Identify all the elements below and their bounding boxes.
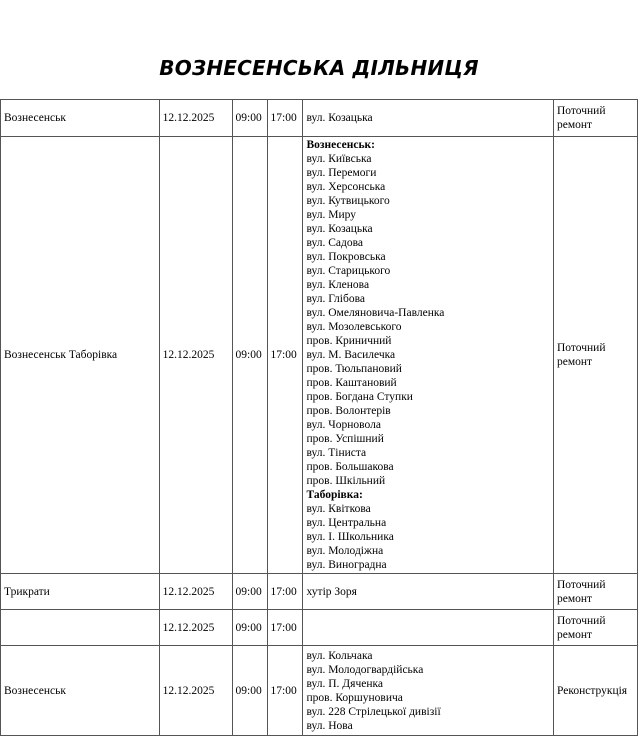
address-item: вул. Садова xyxy=(306,237,364,249)
address-item: вул. Тіниста xyxy=(306,447,367,459)
address-cell xyxy=(303,574,554,610)
address-item: пров. Тюльпановий xyxy=(306,363,402,375)
address-item: вул. Херсонська xyxy=(306,181,386,193)
date-cell: 12.12.2025 xyxy=(159,610,232,646)
address-item: вул. Київська xyxy=(306,153,372,165)
address-item: вул. Виноградна xyxy=(306,559,387,571)
end-time-cell: 17:00 xyxy=(267,610,303,646)
address-item: вул. Молодогвардійська xyxy=(306,663,424,676)
end-time-cell: 17:00 xyxy=(267,574,303,610)
address-item: вул. Старицького xyxy=(306,265,391,277)
address-item: вул. Кутвицького xyxy=(306,195,390,207)
address-item: пров. Шкільний xyxy=(306,475,386,487)
address-item: пров. Большакова xyxy=(306,461,394,473)
address-item: пров. Волонтерів xyxy=(306,405,391,417)
address-item: вул. Кленова xyxy=(306,279,370,291)
address-item: вул. П. Дяченка xyxy=(306,677,384,690)
address-item: вул. М. Василечка xyxy=(306,349,396,361)
date-cell: 12.12.2025 xyxy=(159,137,232,574)
address-cell xyxy=(303,646,554,736)
start-time-cell: 09:00 xyxy=(232,646,267,736)
end-time-cell: 17:00 xyxy=(267,646,303,736)
address-item: вул. Кольчака xyxy=(306,649,373,662)
address-item: вул. Мозолевського xyxy=(306,321,402,333)
table-row xyxy=(1,574,638,610)
date-cell: 12.12.2025 xyxy=(159,574,232,610)
address-group-heading: Таборівка: xyxy=(306,489,363,501)
address-item: вул. Молодіжна xyxy=(306,545,384,557)
address-cell xyxy=(303,610,554,646)
address-item: пров. Коршуновича xyxy=(306,691,403,704)
settlement-cell xyxy=(1,610,160,646)
work-type-cell: Поточний ремонт xyxy=(554,100,638,137)
start-time-cell: 09:00 xyxy=(232,574,267,610)
address-item: вул. 228 Стрілецької дивізії xyxy=(306,705,441,718)
work-type-cell: Поточний ремонт xyxy=(554,574,638,610)
start-time-cell: 09:00 xyxy=(232,100,267,137)
settlement-cell: Трикрати xyxy=(1,574,160,610)
address-item: вул. Миру xyxy=(306,209,356,221)
address-item: вул. Квіткова xyxy=(306,503,371,515)
page-title: ВОЗНЕСЕНСЬКА ДІЛЬНИЦЯ xyxy=(159,56,479,80)
start-time-cell: 09:00 xyxy=(232,610,267,646)
start-time-cell: 09:00 xyxy=(232,137,267,574)
address-cell xyxy=(303,137,554,574)
date-cell: 12.12.2025 xyxy=(159,646,232,736)
table-row xyxy=(1,610,638,646)
address-item: пров. Каштановий xyxy=(306,377,397,389)
schedule-table xyxy=(0,99,638,736)
address-item: вул. Перемоги xyxy=(306,167,377,179)
address-item: пров. Богдана Ступки xyxy=(306,391,413,403)
end-time-cell: 17:00 xyxy=(267,100,303,137)
address-item: пров. Успішний xyxy=(306,433,384,445)
settlement-cell: Вознесенськ Таборівка xyxy=(1,137,160,574)
address-cell xyxy=(303,100,554,137)
address-item: вул. Козацька xyxy=(306,223,373,235)
address-group-heading: Вознесенськ: xyxy=(306,139,376,151)
address-item: вул. І. Школьника xyxy=(306,531,394,543)
date-cell: 12.12.2025 xyxy=(159,100,232,137)
address-item: пров. Криничний xyxy=(306,335,392,347)
settlement-cell: Вознесенськ xyxy=(1,100,160,137)
address-item: хутір Зоря xyxy=(306,585,357,598)
end-time-cell: 17:00 xyxy=(267,137,303,574)
address-item: вул. Омеляновича-Павленка xyxy=(306,307,445,319)
work-type-cell: Реконструкція xyxy=(554,646,638,736)
table-row xyxy=(1,137,638,574)
settlement-cell: Вознесенськ xyxy=(1,646,160,736)
address-item: вул. Чорновола xyxy=(306,419,381,431)
table-row xyxy=(1,646,638,736)
address-item: вул. Глібова xyxy=(306,293,365,305)
address-item: вул. Козацька xyxy=(306,112,373,124)
address-item: вул. Нова xyxy=(306,719,353,732)
address-item: вул. Центральна xyxy=(306,517,387,529)
table-row xyxy=(1,100,638,137)
address-item: вул. Покровська xyxy=(306,251,386,263)
work-type-cell: Поточний ремонт xyxy=(554,610,638,646)
work-type-cell: Поточний ремонт xyxy=(554,137,638,574)
